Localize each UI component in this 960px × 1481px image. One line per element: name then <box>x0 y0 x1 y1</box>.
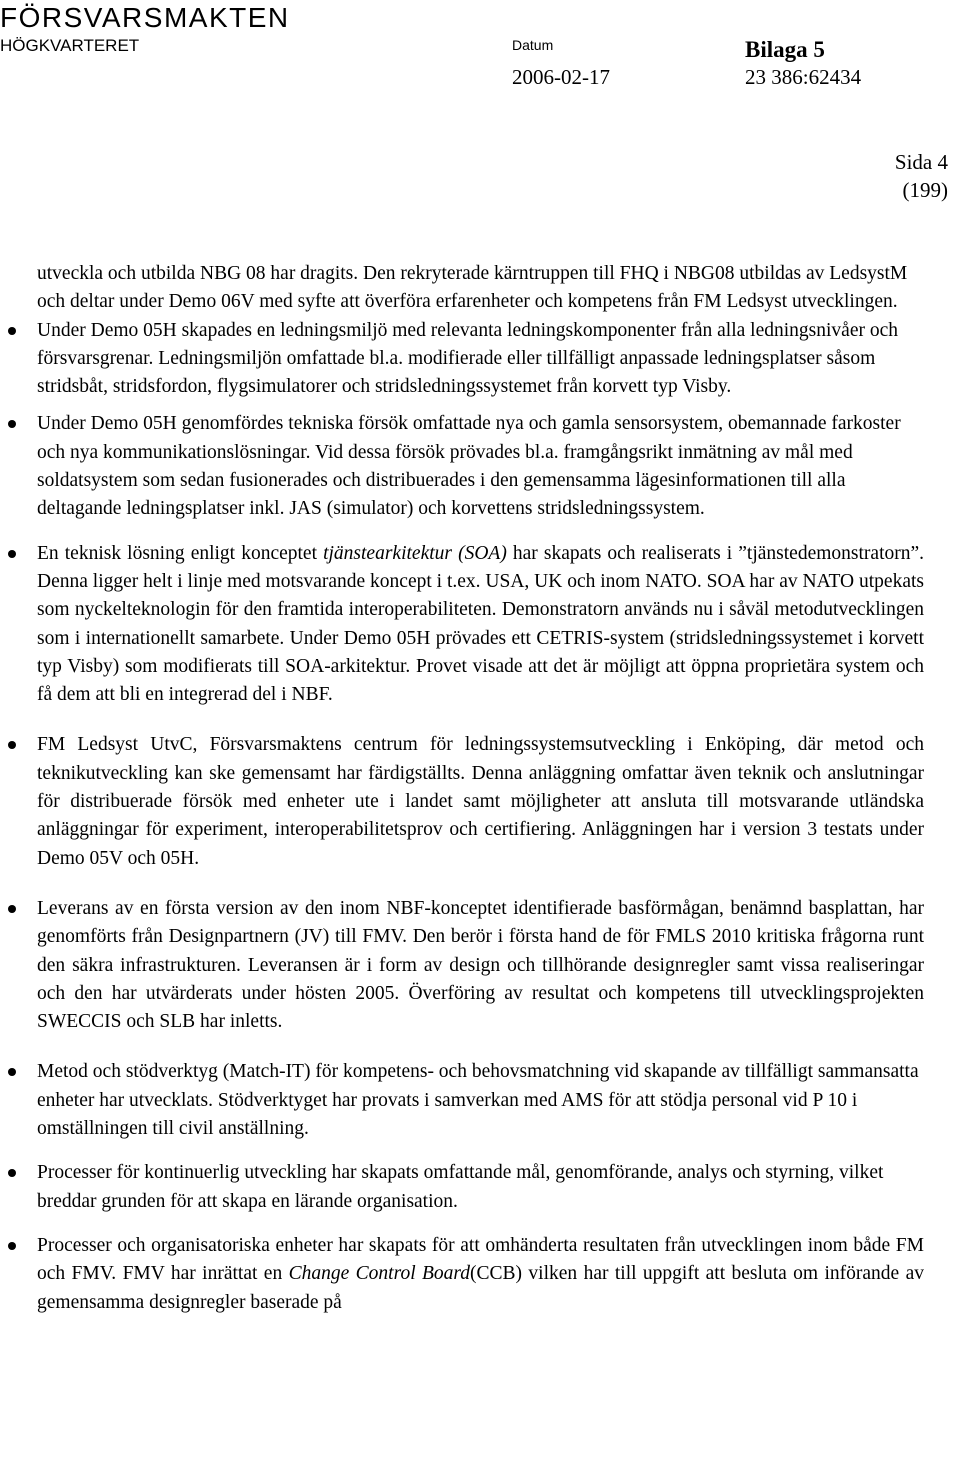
list-item-text: Processer och organisatoriska enheter har skapats för att omhänderta resultaten från utvecklingen inom både FM och FMV. FMV har inrättat en <box>37 1234 924 1285</box>
document-date: 2006-02-17 <box>512 65 610 89</box>
intro-paragraph: utveckla och utbilda NBG 08 har dragits. Den rekryterade kärntruppen till FHQ i NBG08 utbildas av LedsystM och deltar under Demo 06V med syfte att överföra erfarenheter och kompetens från FM Ledsyst utvecklingen. <box>37 263 908 313</box>
list-item-emphasis: Change Control Board <box>288 1263 471 1285</box>
organization-name: FÖRSVARSMAKTEN <box>0 2 290 33</box>
list-item-text: FM Ledsyst UtvC, Försvarsmaktens centrum för ledningssystemsutveckling i Enköping, där metod och teknikutveckling kan ske gemensamt har färdigställts. Denna anläggning omfattar även teknik och anslutningar för distribuerade försök med enheter ute i landet samt möjligheter att ansluta till motsvarande utländska anläggningar för experiment, interoperabilitetsprov och certifiering. Anläggningen har i version 3 testats under Demo 05V och 05H. <box>37 734 924 869</box>
list-item <box>37 540 924 710</box>
page-total: (199) <box>902 178 948 202</box>
page-number: Sida 4 <box>894 150 948 174</box>
list-item-text: Processer för kontinuerlig utveckling har skapats omfattande mål, genomförande, analys och styrning, vilket breddar grunden för att skapa en lärande organisation. <box>37 1162 884 1212</box>
list-item-text: Under Demo 05H genomfördes tekniska försök omfattade nya och gamla sensorsystem, obemannade farkoster och nya kommunikationslösningar. Vid dessa försök prövades bl.a. framgångsrikt inmätning av mål med soldatsystem som sedan fusionerades och distribuerades i den gemensamma lägesinformationen till alla deltagande ledningsplatser inkl. JAS (simulator) och korvettens stridsledningssystem. <box>37 413 901 520</box>
bullet-icon <box>8 550 16 558</box>
date-label: Datum <box>512 37 554 53</box>
list-item <box>37 410 924 523</box>
document-header <box>0 0 960 100</box>
bullet-icon <box>8 1242 16 1250</box>
list-item-emphasis: tjänstearkitektur (SOA) <box>323 542 507 564</box>
list-item-text: (CCB) vilken har till uppgift att besluta om införande av gemensamma designregler baserade på <box>37 1263 924 1313</box>
list-item-text: Metod och stödverktyg (Match-IT) för kompetens- och behovsmatchning vid skapande av tillfälligt sammansatta enheter har utvecklats. Stödverktyget har provats i samverkan med AMS för att stödja personal vid P 10 i omställningen till civil anställning. <box>37 1061 919 1140</box>
list-item <box>37 1159 924 1216</box>
list-item <box>37 1058 924 1143</box>
bullet-icon <box>8 327 16 335</box>
list-item-text: Under Demo 05H skapades en ledningsmiljö med relevanta ledningskomponenter från alla ledningsnivåer och försvarsgrenar. Ledningsmiljön omfattade bl.a. modifierade eller tillfälligt anpassade ledningsplatser såsom stridsbåt, stridsfordon, flygsimulatorer och stridsledningssystemet från korvett typ Visby. <box>37 319 898 398</box>
bullet-icon <box>8 741 16 749</box>
list-item-text: har skapats och realiserats i ”tjänstedemonstratorn”. Denna ligger helt i linje med motsvarande koncept i t.ex. USA, UK och inom NATO. SOA har av NATO utpekats som nyckelteknologin för den framtida interoperabiliteten. Demonstratorn används nu i såväl metodutvecklingen som i internationellt samarbete. Under Demo 05H prövades ett CETRIS-system (stridsledningssystemet i korvett typ Visby) som modifierats till SOA-arkitektur. Provet visade att det är möjligt att öppna proprietära system och få dem att bli en integrerad del i NBF. <box>37 542 925 706</box>
organization-unit: HÖGKVARTERET <box>0 36 140 55</box>
list-item <box>37 895 924 1036</box>
list-item-text: Leverans av en första version av den inom NBF-konceptet identifierade basförmågan, benämnd basplattan, har genomförts från Designpartnern (JV) till FMV. Den berör i första hand de för FMLS 2010 kritiska frågorna runt den säkra infrastrukturen. Leveransen är i form av design och tillhörande designregler samt vissa realiseringar och den har utvärderats under hösten 2005. Överföring av resultat och kompetens till utvecklingsprojekten SWECCIS och SLB har inletts. <box>37 897 924 1033</box>
bullet-list <box>37 317 924 1317</box>
document-body <box>37 260 924 1317</box>
bullet-icon <box>8 1169 16 1177</box>
list-item-text: En teknisk lösning enligt konceptet <box>37 542 324 564</box>
list-item <box>37 731 924 872</box>
page-number-block <box>895 148 948 204</box>
attachment-label: Bilaga 5 <box>745 37 825 62</box>
list-item <box>37 1232 924 1317</box>
bullet-icon <box>8 1068 16 1076</box>
bullet-icon <box>8 905 16 913</box>
list-item <box>37 317 924 402</box>
document-reference: 23 386:62434 <box>745 65 862 89</box>
bullet-icon <box>8 420 16 428</box>
